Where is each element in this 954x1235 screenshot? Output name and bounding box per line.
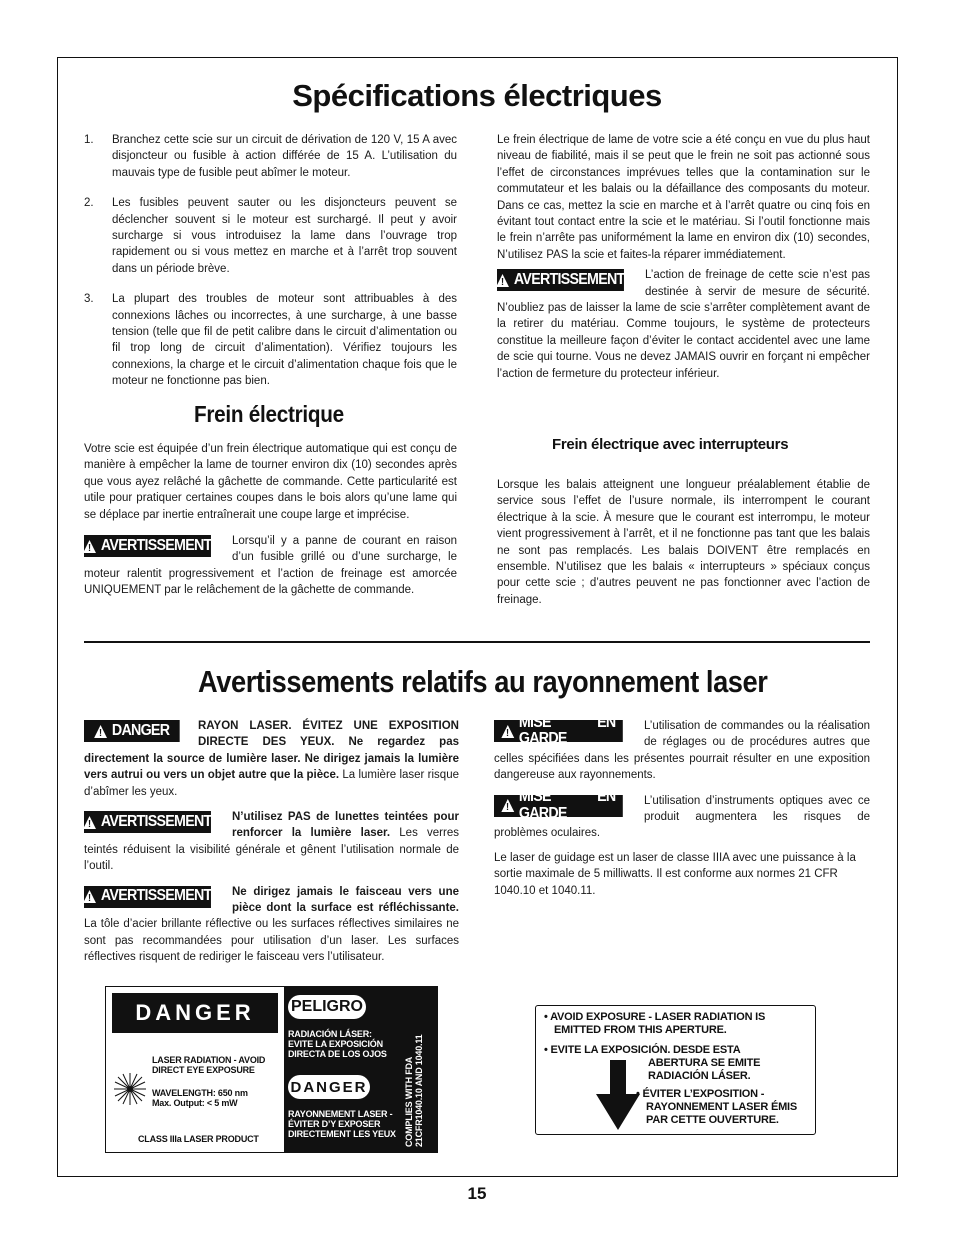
- caution-badge-label: MISE EN GARDE: [518, 788, 616, 822]
- label-danger-header: [112, 993, 278, 1033]
- warning-triangle-icon: [496, 274, 509, 287]
- brake-column: [84, 441, 457, 599]
- label-text: COMPLIES WITH FDA: [404, 1056, 414, 1147]
- switch-brake-paragraph: Lorsque les balais atteignent une longueur préalablement établie de service sous l’effet de l’usure normale, ils interrompent le courant électrique à la scie. À mesure que le courant est interrompu, le moteur vient progressivement à l’arrêt, et il ne fonctionne pas tant que les balais ne sont pas remplacés. Les balais DOIVENT être remplacés en ensemble. N’utilisez que les balais « interrupteurs » spéciaux conçus pour cette scie ; d’autres peuvent ne pas fonctionner avec l’action de freinage.: [497, 479, 870, 606]
- warning-bold-text: Ne dirigez jamais le faisceau vers une pièce dont la surface est réfléchissante.: [232, 885, 459, 915]
- warning-tinted-glasses: [84, 809, 459, 875]
- caution-controls: [494, 713, 870, 784]
- label-french-text: [288, 1109, 396, 1139]
- warning-badge-label: AVERTISSEMENT: [100, 887, 212, 905]
- list-number: 3.: [84, 293, 94, 306]
- switch-brake-column: [497, 477, 870, 608]
- label-text: 21CFR1040.10 AND 1040.11: [414, 1034, 424, 1147]
- label-laser-avoid: [152, 1055, 265, 1075]
- warning-badge-label: AVERTISSEMENT: [100, 812, 212, 830]
- warning-triangle-icon: [501, 799, 514, 812]
- label-danger-fr-text: DANGER: [290, 1078, 368, 1096]
- warning-triangle-icon: [83, 890, 96, 903]
- caution-text: L’utilisation d’instruments optiques avec ce produit augmentera les risques de problèmes oculaires.: [494, 794, 870, 840]
- label-text: ABERTURA SE EMITE: [648, 1057, 761, 1069]
- laser-class-paragraph: Le laser de guidage est un laser de classe IIIA avec une puissance à la sortie maximale de 5 milliwatts. Il est conforme aux normes 21 CFR 1040.10 et 1040.11.: [494, 851, 856, 897]
- laser-warning-label: [105, 986, 438, 1153]
- brake-reliability-paragraph: Le frein électrique de lame de votre scie a été conçu en vue du plus haut niveau de fiabilité, mais il se peut que le frein ne soit pas actionné sous l’effet de circonstances imprévues telles que la contamination sur le commutateur et les balais ou la défaillance des composants du moteur. Dans ce cas, mettez la scie en marche et à l’arrêt quatre ou cinq fois en évitant tout contact entre la scie et le matériau. Si l’outil fonctionne mais le frein n’arrête pas uniformément la lame en environ dix (10) secondes, N’utilisez PAS la scie et faites-la réparer immédiatement.: [497, 134, 870, 261]
- warning-text: L’action de freinage de cette scie n’est pas destinée à servir de mesure de sécurité. N’oubliez pas de laisser la lame de scie s’arrêter complètement avant de la retirer du matériau. Comme toujours, le système de protecteurs constitue la meilleure façon d’éviter le contact accidentel avec une lame de scie qui tourne. Vous ne devez JAMAIS ouvrir en forçant ni empêcher l’action de fermeture du protecteur inférieur.: [497, 269, 870, 380]
- warning-triangle-icon: [94, 725, 107, 738]
- label-wavelength: [152, 1088, 248, 1108]
- warning-badge: [84, 811, 211, 833]
- list-item: [84, 132, 457, 181]
- warning-badge-label: AVERTISSEMENT: [513, 271, 625, 289]
- caution-optics: [494, 788, 870, 842]
- warning-text: Les verres teintés réduisent la visibilité générale et gênent l’utilisation normale de l’outil.: [84, 827, 459, 873]
- label-text: EVITE LA EXPOSICIÓN: [288, 1039, 383, 1049]
- brake-paragraph: Votre scie est équipée d’un frein électrique automatique qui est conçu de manière à empêcher la lame de tourner environ dix (10) secondes après que vous ayez relâché la gâchette de commande. Cette particularité est utile pour pratiquer certaines coupes dans le bois alors qu’une lame qui se déplace par inertie entraînerait une coupe large et imprécise.: [84, 443, 457, 521]
- label-text: LASER RADIATION - AVOID: [152, 1055, 266, 1065]
- label-text: RADIACIÓN LÁSER.: [648, 1070, 751, 1082]
- label-peligro-text: PELIGRO: [290, 998, 363, 1015]
- laser-right-column: [494, 713, 870, 899]
- aperture-spanish: [544, 1044, 760, 1083]
- label-danger-text: DANGER: [135, 1000, 255, 1025]
- caution-badge: [494, 788, 623, 822]
- label-danger-fr-header: [288, 1075, 370, 1099]
- danger-text: La lumière laser risque d’abîmer les yeux.: [84, 769, 459, 798]
- list-number: 2.: [84, 197, 94, 210]
- label-spanish-french-panel: [284, 987, 438, 1152]
- label-text: WAVELENGTH: 650 nm: [152, 1088, 248, 1098]
- list-text: Branchez cette scie sur un circuit de dérivation de 120 V, 15 A avec disjoncteur ou fusible à action différée de 15 A. L’utilisation du mauvais type de fusible peut abîmer le moteur.: [112, 134, 457, 179]
- caution-text: L’utilisation de commandes ou la réalisation de réglages ou de procédures autres que celles spécifiées dans les présentes pourrait résulter en une exposition dangereuse aux rayonnements.: [494, 720, 870, 782]
- label-text: RADIACIÓN LÁSER:: [288, 1029, 372, 1039]
- label-text: Max. Output: < 5 mW: [152, 1098, 238, 1108]
- danger-badge: [84, 720, 180, 742]
- label-text: RAYONNEMENT LASER ÉMIS: [646, 1101, 798, 1113]
- section-title-laser: Avertissements relatifs au rayonnement laser: [198, 664, 768, 699]
- caution-badge-label: MISE EN GARDE: [518, 713, 616, 747]
- list-text: Les fusibles peuvent sauter ou les disjoncteurs peuvent se déclencher souvent si le moteur est surchargé. Il peut y avoir surcharge si vous introduisez la lame dans l’ouvrage trop rapidement ou si vous mettez en marche et à l’arrêt trop souvent dans un période brève.: [112, 197, 457, 275]
- warning-badge: [497, 269, 624, 291]
- label-text: DIRECT EYE EXPOSURE: [152, 1065, 255, 1075]
- danger-block: [84, 718, 459, 800]
- right-warning: [497, 267, 870, 382]
- warning-triangle-icon: [83, 816, 96, 829]
- label-text: • EVITE LA EXPOSICIÓN. DESDE ESTA: [544, 1044, 741, 1056]
- section-title-electrical: Spécifications électriques: [292, 78, 662, 113]
- label-spanish-text: [288, 1029, 387, 1059]
- warning-bold-text: N’utilisez PAS de lunettes teintées pour renforcer la lumière laser.: [232, 811, 459, 840]
- label-text: • ÉVITER L’EXPOSITION -: [636, 1088, 765, 1100]
- warning-triangle-icon: [501, 725, 514, 738]
- list-number: 1.: [84, 134, 94, 146]
- electrical-list: [84, 132, 457, 390]
- label-text: DIRECTA DE LOS OJOS: [288, 1049, 387, 1059]
- aperture-french: [636, 1088, 797, 1127]
- section-divider: [84, 641, 870, 643]
- warning-triangle-icon: [83, 540, 96, 553]
- danger-bold-text: RAYON LASER. ÉVITEZ UNE EXPOSITION DIRECTE DES YEUX. Ne regardez pas directement la source de lumière laser. Ne dirigez jamais la lumière vers autrui ou vers un objet autre que la pièce.: [84, 720, 459, 782]
- list-item: [84, 291, 457, 389]
- warning-text: Lorsqu’il y a panne de courant en raison d’un fusible grillé ou d’une surcharge, le moteur ralentit progressivement et l’action de freinage est amorcée UNIQUEMENT par le relâchement de la gâchette de commande.: [84, 535, 457, 597]
- laser-starburst-icon: [112, 1071, 148, 1107]
- right-column-top: [497, 132, 870, 382]
- list-item: [84, 195, 457, 277]
- warning-text: La tôle d’acier brillante réflective ou les surfaces réflectives similaires ne sont pas recommandées pour utilisation d’un laser. Les surfaces réflectives risquent de rediriger le faisceau vers l’utilisateur.: [84, 918, 459, 964]
- label-text: RAYONNEMENT LASER -: [288, 1109, 393, 1119]
- subtitle-brake-switches: Frein électrique avec interrupteurs: [552, 436, 789, 453]
- label-text: ÉVITER D’Y EXPOSER: [288, 1119, 381, 1129]
- danger-badge-label: DANGER: [111, 721, 170, 739]
- label-english-panel: [106, 987, 284, 1152]
- caution-badge: [494, 713, 623, 747]
- label-text: • AVOID EXPOSURE - LASER RADIATION IS: [544, 1011, 766, 1023]
- list-text: La plupart des troubles de moteur sont attribuables à des connexions lâches ou incorrectes, à une surcharge, à une basse tension (telle que fil de petit calibre dans le circuit d’alimentation ou fil trop long de circuit d’alimentation). Vérifiez toujours les connexions, la charge et le circuit d’alimentation chaque fois que le moteur ne fonctionne pas bien.: [112, 293, 457, 388]
- label-class: CLASS IIIa LASER PRODUCT: [138, 1134, 259, 1144]
- warning-badge: [84, 535, 211, 557]
- warning-badge: [84, 886, 211, 908]
- warning-reflective: [84, 884, 459, 966]
- electrical-list-column: [84, 132, 457, 404]
- page-number: 15: [467, 1184, 487, 1203]
- label-text: DIRECTEMENT LES YEUX: [288, 1129, 396, 1139]
- aperture-english: [544, 1011, 765, 1037]
- brake-warning: [84, 533, 457, 599]
- warning-badge-label: AVERTISSEMENT: [100, 536, 212, 554]
- label-text: PAR CETTE OUVERTURE.: [646, 1114, 779, 1126]
- section-title-brake: Frein électrique: [194, 401, 344, 427]
- label-text: EMITTED FROM THIS APERTURE.: [554, 1024, 727, 1036]
- laser-left-column: [84, 718, 459, 966]
- label-peligro-header: [288, 995, 366, 1019]
- arrow-down-icon: [596, 1060, 640, 1130]
- aperture-label: [535, 1005, 816, 1135]
- label-complies: [404, 987, 424, 1147]
